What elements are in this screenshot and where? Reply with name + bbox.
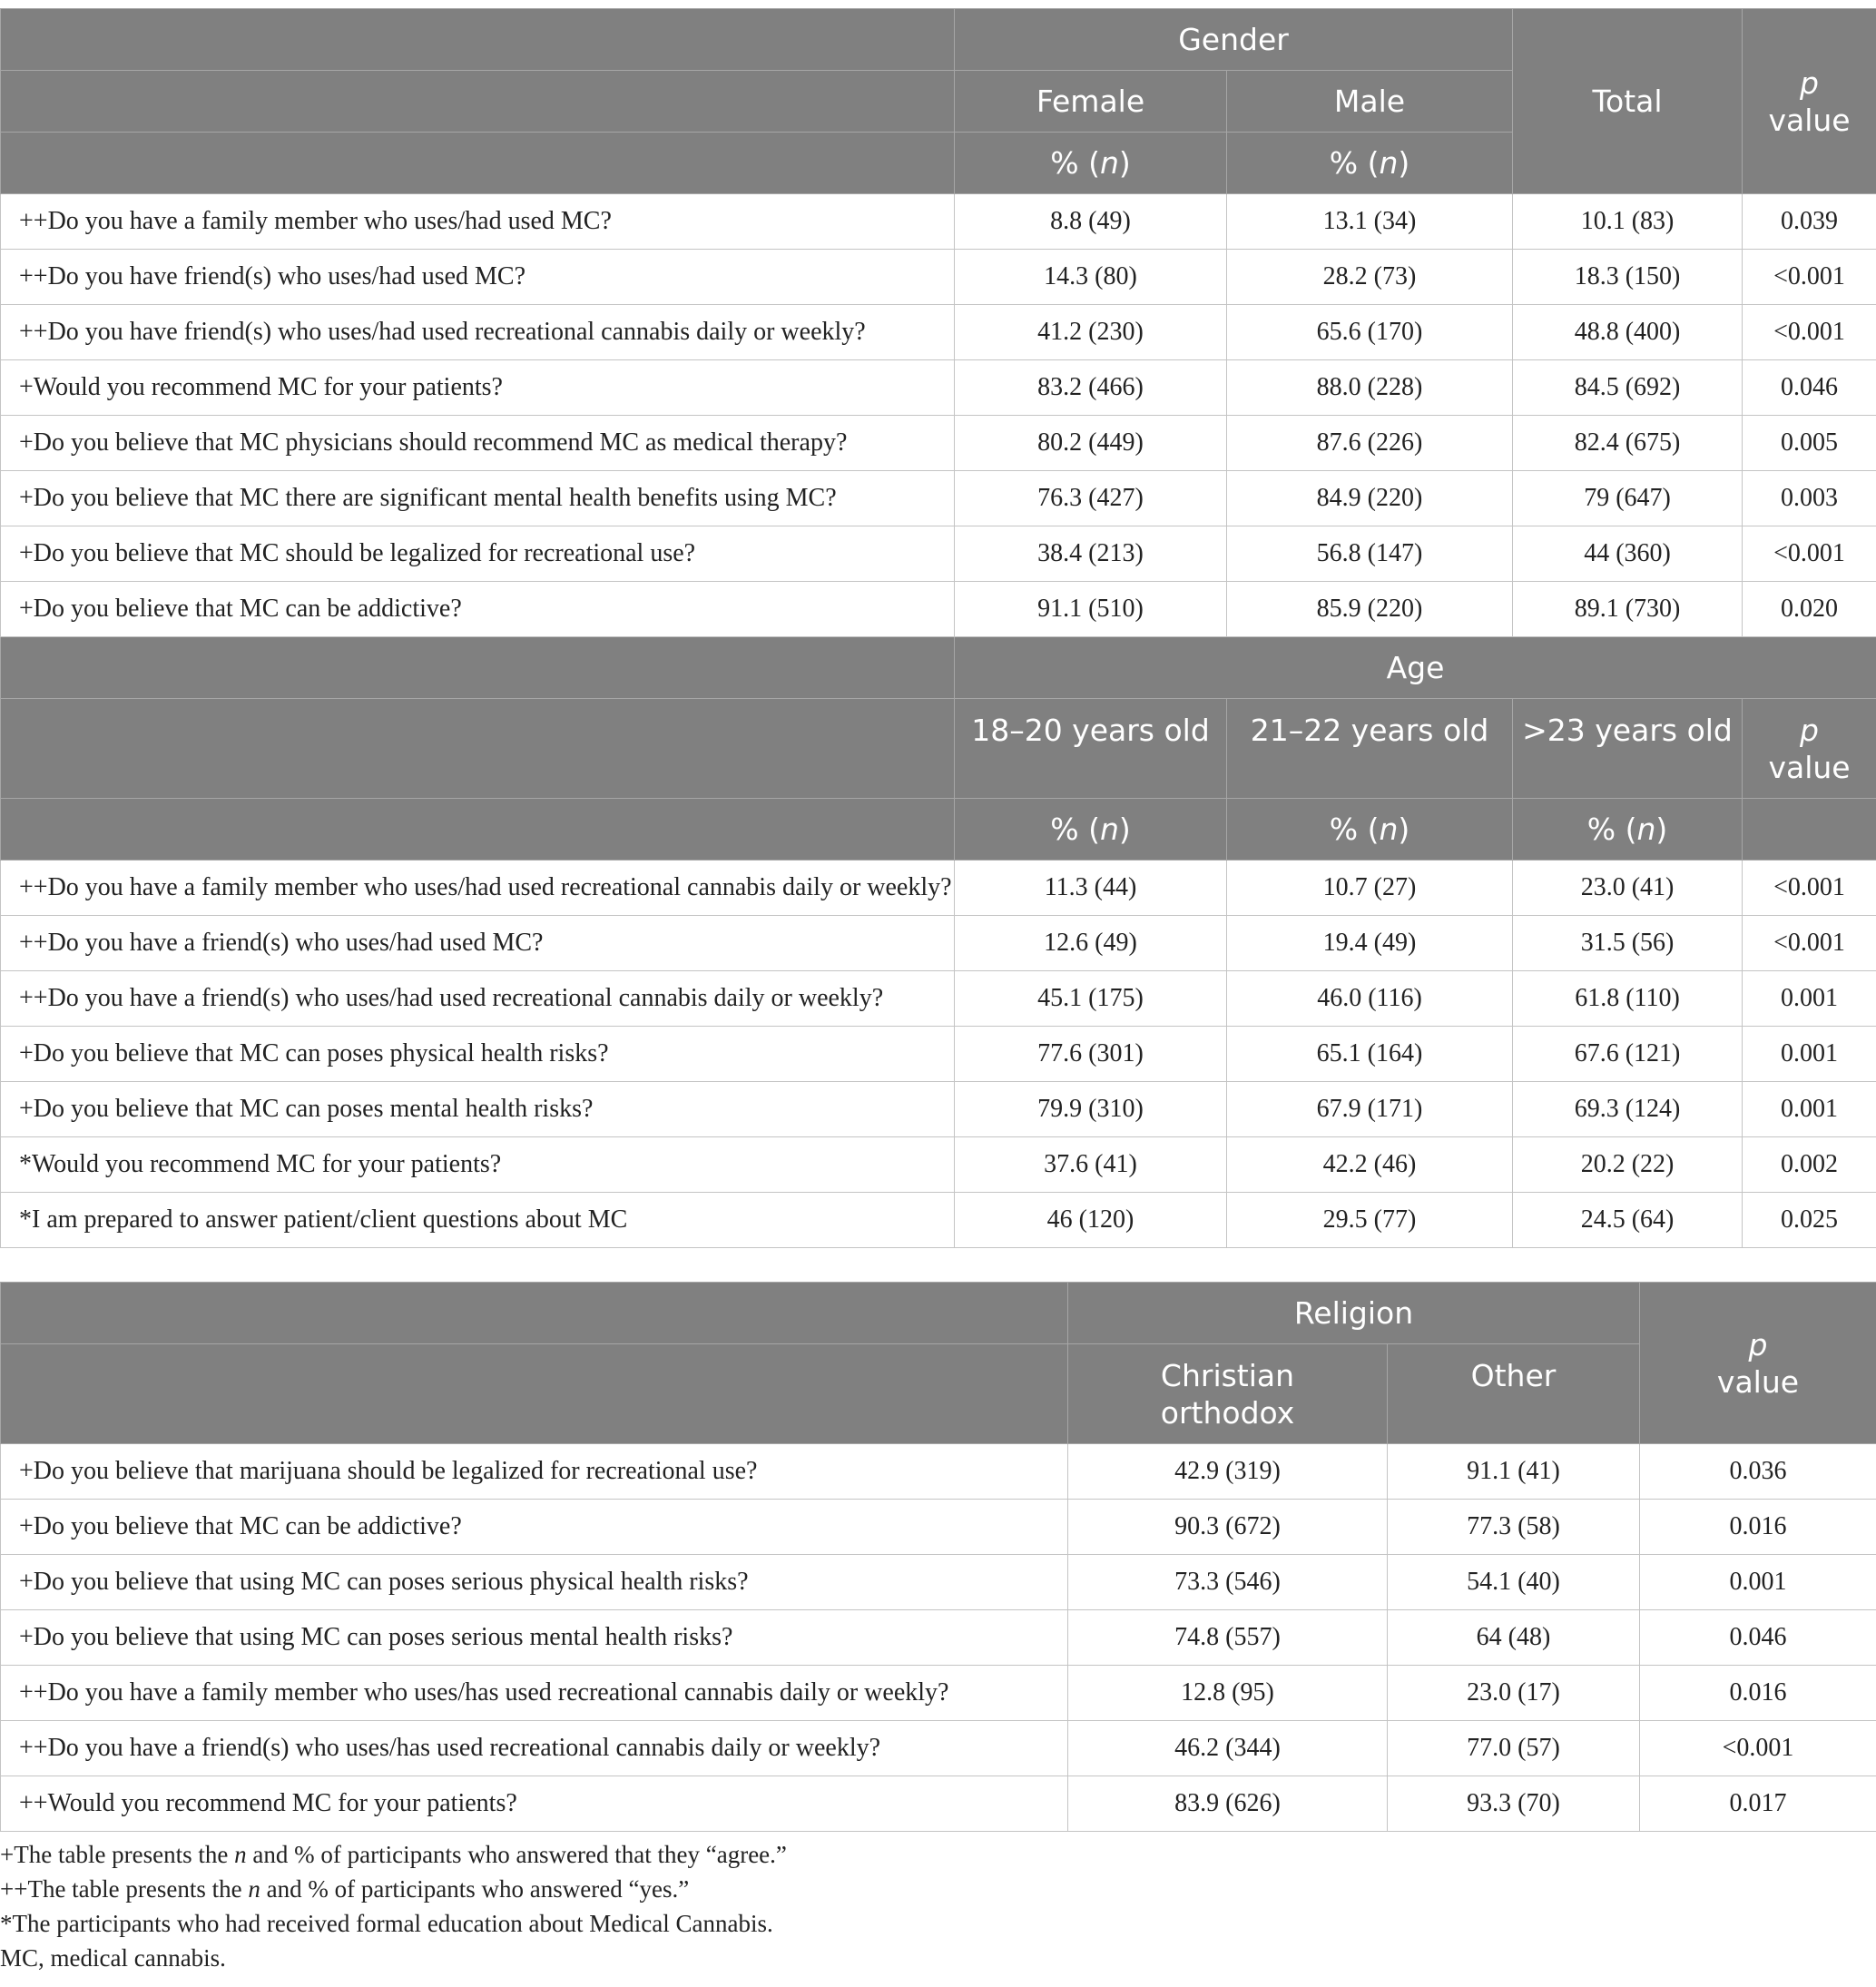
table-row: +Do you believe that MC physicians should recommend MC as medical therapy? 80.2 (449) 87.6 (226) 82.4 (675) 0.005 <box>1 416 1876 471</box>
gender-header-blank <box>1 9 955 71</box>
male-unit-header: % (n) <box>1227 133 1513 194</box>
age-p-value-column-header: p value <box>1743 699 1876 799</box>
female-column-header: Female <box>955 71 1227 133</box>
table-row: +Do you believe that MC can poses physical health risks? 77.6 (301) 65.1 (164) 67.6 (121) 0.001 <box>1 1027 1876 1082</box>
age-header-blank <box>1 637 955 699</box>
footnote-formal-education: *The participants who had received formal education about Medical Cannabis. <box>0 1910 773 1937</box>
christian-orthodox-column-header: Christian orthodox <box>1068 1344 1388 1444</box>
footnote-abbreviation: MC, medical cannabis. <box>0 1944 226 1972</box>
footnote-agree: +The table presents the n and % of participants who answered that they “agree.” <box>0 1841 787 1868</box>
table-row: +Do you believe that using MC can poses serious physical health risks? 73.3 (546) 54.1 (40) 0.001 <box>1 1555 1876 1610</box>
gender-group-header: Gender <box>955 9 1513 71</box>
gender-age-table <box>0 8 1876 1248</box>
age-23-plus-column-header: >23 years old <box>1513 699 1743 799</box>
religion-p-value-column-header: p value <box>1640 1283 1876 1444</box>
table-row: +Do you believe that MC can poses mental health risks? 79.9 (310) 67.9 (171) 69.3 (124) 0.001 <box>1 1082 1876 1137</box>
table-row: ++Do you have a friend(s) who uses/had used MC? 12.6 (49) 19.4 (49) 31.5 (56) <0.001 <box>1 916 1876 971</box>
p-value-column-header: p value <box>1743 9 1876 194</box>
table-row: ++Do you have a family member who uses/has used recreational cannabis daily or weekly? 12.8 (95) 23.0 (17) 0.016 <box>1 1666 1876 1721</box>
table-row: +Do you believe that MC can be addictive? 91.1 (510) 85.9 (220) 89.1 (730) 0.020 <box>1 582 1876 637</box>
table-footnotes <box>0 1837 787 1975</box>
table-row: *I am prepared to answer patient/client questions about MC 46 (120) 29.5 (77) 24.5 (64) 0.025 <box>1 1193 1876 1248</box>
table-row: ++Do you have a friend(s) who uses/had used recreational cannabis daily or weekly? 45.1 (175) 46.0 (116) 61.8 (110) 0.001 <box>1 971 1876 1027</box>
age-group-header: Age <box>955 637 1876 699</box>
religion-group-header: Religion <box>1068 1283 1640 1344</box>
table-row: ++Do you have friend(s) who uses/had used recreational cannabis daily or weekly? 41.2 (230) 65.6 (170) 48.8 (400) <0.001 <box>1 305 1876 360</box>
other-religion-column-header: Other <box>1388 1344 1640 1444</box>
female-unit-header: % (n) <box>955 133 1227 194</box>
age-unit-header: % (n) <box>955 799 1227 861</box>
table-row: ++Do you have a family member who uses/had used recreational cannabis daily or weekly? 11.3 (44) 10.7 (27) 23.0 (41) <0.001 <box>1 861 1876 916</box>
table-row: +Would you recommend MC for your patients? 83.2 (466) 88.0 (228) 84.5 (692) 0.046 <box>1 360 1876 416</box>
table-row: +Do you believe that using MC can poses serious mental health risks? 74.8 (557) 64 (48) 0.046 <box>1 1610 1876 1666</box>
age-unit-header: % (n) <box>1513 799 1743 861</box>
age-21-22-column-header: 21–22 years old <box>1227 699 1513 799</box>
table-row: +Do you believe that MC should be legalized for recreational use? 38.4 (213) 56.8 (147) 44 (360) <0.001 <box>1 526 1876 582</box>
table-row: ++Do you have a friend(s) who uses/has used recreational cannabis daily or weekly? 46.2 (344) 77.0 (57) <0.001 <box>1 1721 1876 1776</box>
table-row: ++Would you recommend MC for your patients? 83.9 (626) 93.3 (70) 0.017 <box>1 1776 1876 1832</box>
religion-table <box>0 1282 1876 1832</box>
age-18-20-column-header: 18–20 years old <box>955 699 1227 799</box>
table-row: +Do you believe that marijuana should be legalized for recreational use? 42.9 (319) 91.1 (41) 0.036 <box>1 1444 1876 1500</box>
table-row: +Do you believe that MC can be addictive? 90.3 (672) 77.3 (58) 0.016 <box>1 1500 1876 1555</box>
table-row: ++Do you have friend(s) who uses/had used MC? 14.3 (80) 28.2 (73) 18.3 (150) <0.001 <box>1 250 1876 305</box>
total-column-header: Total <box>1513 9 1743 194</box>
footnote-yes: ++The table presents the n and % of participants who answered “yes.” <box>0 1875 690 1903</box>
religion-header-blank <box>1 1283 1068 1344</box>
male-column-header: Male <box>1227 71 1513 133</box>
table-row: +Do you believe that MC there are significant mental health benefits using MC? 76.3 (427) 84.9 (220) 79 (647) 0.003 <box>1 471 1876 526</box>
table-row: *Would you recommend MC for your patients? 37.6 (41) 42.2 (46) 20.2 (22) 0.002 <box>1 1137 1876 1193</box>
table-row: ++Do you have a family member who uses/had used MC? 8.8 (49) 13.1 (34) 10.1 (83) 0.039 <box>1 194 1876 250</box>
age-unit-header: % (n) <box>1227 799 1513 861</box>
